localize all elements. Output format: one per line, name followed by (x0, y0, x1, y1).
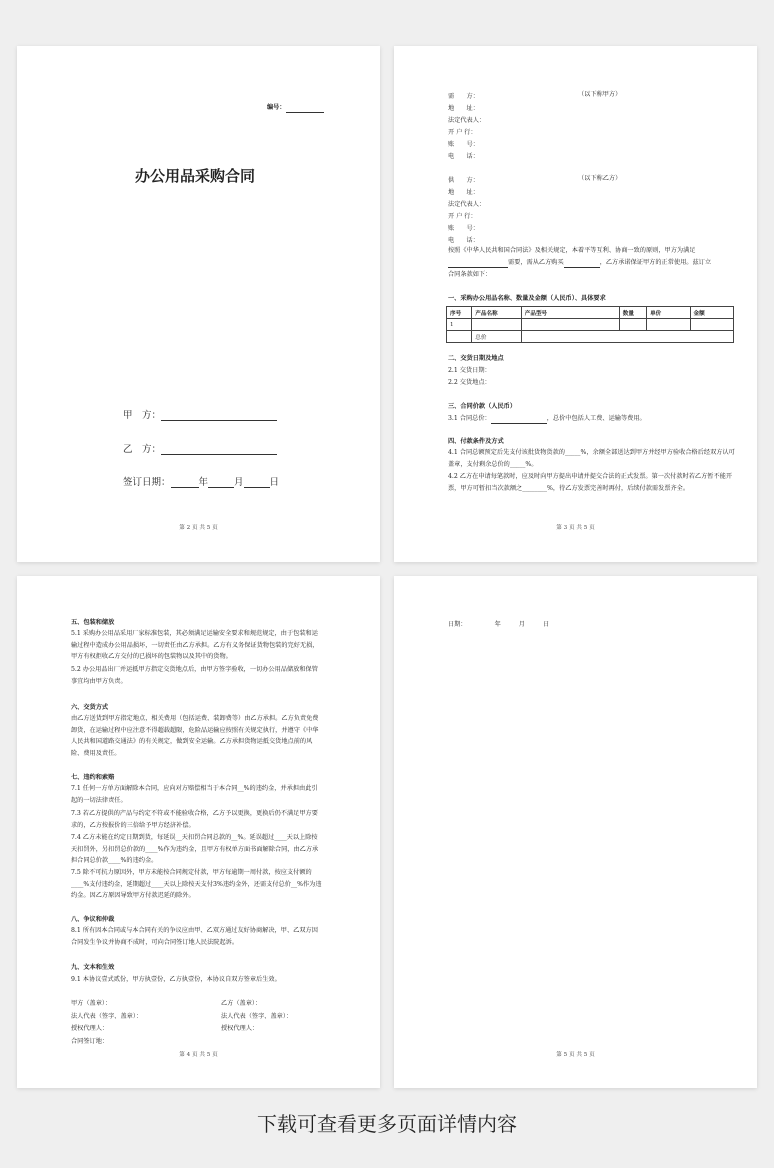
table-cell[interactable] (619, 319, 646, 331)
party-a-label: 甲 方： (123, 410, 162, 421)
section-7-5: 7.5 除不可抗力原因外，甲方未能按合同规定付款，甲方每逾期一周付款，按应支付额的____%支付违约金，延期超过____天以上除按天支付3%违约金外，还需支付总价__%作为违约金。因乙方原因导致甲方付款迟延的除外。 (71, 869, 322, 899)
contract-number (267, 104, 324, 113)
section-7-1: 7.1 任何一方单方面解除本合同，应向对方赔偿相当于本合同__%的违约金，并承担由此引起的一切法律责任。 (71, 785, 318, 804)
items-table (446, 306, 734, 343)
section-8-title: 八、争议和仲裁 (71, 916, 115, 923)
total-cell[interactable] (521, 331, 733, 343)
intro-line-3: 合同条款如下： (448, 271, 492, 278)
page-cover (17, 46, 380, 562)
intro-text: 需要，需从乙方购买 (508, 259, 564, 266)
section-2-title: 二、交货日期及地点 (448, 355, 504, 362)
table-total-row (447, 331, 734, 343)
contract-number-blank[interactable] (286, 105, 324, 113)
table-header: 单价 (647, 307, 690, 319)
table-header: 数量 (619, 307, 646, 319)
sign-date-label: 签订日期： (123, 477, 171, 488)
month-label: 月 (234, 477, 244, 488)
table-header: 产品名称 (472, 307, 522, 319)
party-b-note: （以下称乙方） (578, 175, 622, 182)
party-b-line (123, 441, 277, 455)
section-9-1: 9.1 本协议壹式贰份，甲方执壹份，乙方执壹份，本协议自双方签章后生效。 (71, 976, 281, 983)
page-3 (394, 46, 757, 562)
party-a-line (123, 407, 277, 421)
section-3-title: 三、合同价款（人民币） (448, 403, 517, 410)
field-label: 电 话： (448, 153, 479, 160)
price-label: 3.1 合同总价： (448, 415, 491, 422)
signature-label: 法人代表（签字、盖章）： (71, 1012, 143, 1020)
goods-blank[interactable] (564, 260, 600, 268)
field-label: 需 方： (448, 93, 479, 100)
total-label: 总价 (472, 331, 522, 343)
page-4 (17, 576, 380, 1088)
signature-label: 授权代理人： (71, 1025, 109, 1032)
day-label: 日 (542, 621, 550, 628)
table-header: 序号 (447, 307, 472, 319)
intro-text: ，乙方承诺保证甲方的正常使用。兹订立 (599, 259, 712, 266)
month-label: 月 (518, 621, 525, 628)
party-b-blank[interactable] (161, 444, 277, 455)
field-label: 法定代表人： (448, 117, 486, 124)
intro-line-1: 按照《中华人民共和国合同法》及相关规定，本着平等互利、协商一致的原则，甲方为满足 (448, 247, 696, 254)
intro-line-2 (448, 259, 711, 268)
date-line (448, 621, 549, 630)
page-footer: 第 5 页 共 5 页 (556, 1052, 595, 1058)
party-a-note: （以下称甲方） (578, 91, 622, 98)
payment-4-1: 4.1 合同总额预定后先支付该批货物货款的_____%，余额全部送达到甲方并经甲方验收合格后经双方认可盖章，支付剩余总价的_____%。 (448, 449, 735, 468)
section-1-title: 一、采购办公用品名称、数量及金额（人民币）、具体要求 (448, 295, 606, 302)
table-cell: 1 (447, 319, 472, 331)
price-note: ，总价中包括人工费、运输等费用。 (546, 415, 646, 422)
month-blank[interactable] (208, 477, 234, 488)
table-cell (447, 331, 472, 343)
contract-number-label: 编号： (267, 104, 286, 111)
page-footer: 第 3 页 共 5 页 (556, 525, 595, 531)
sign-date-line (123, 474, 279, 488)
page-footer: 第 2 页 共 5 页 (179, 525, 218, 531)
payment-4-2: 4.2 乙方在申请每笔款时，应及时向甲方提出申请并提交合法的正式发票。第一次付款时若乙方暂不能开票，甲方可暂扣当次款额之________%，待乙方发票完善时再付，后续付款需发票齐全。 (448, 473, 733, 492)
page-footer: 第 4 页 共 5 页 (179, 1052, 218, 1058)
section-7-title: 七、违约和索赔 (71, 774, 115, 781)
table-cell[interactable] (690, 319, 733, 331)
party-a-blank[interactable] (161, 410, 277, 421)
section-4-title: 四、付款条件及方式 (448, 438, 504, 445)
table-cell[interactable] (472, 319, 522, 331)
price-blank[interactable] (491, 416, 547, 424)
table-cell[interactable] (647, 319, 690, 331)
contract-price (448, 415, 646, 424)
table-header-row (447, 307, 734, 319)
party-b-fields (448, 175, 485, 247)
day-blank[interactable] (244, 477, 270, 488)
section-5-1: 5.1 采购办公用品采用厂家标准包装，其必须满足运输安全要求和规范规定，由于包装和运输过程中造成办公用品损坏，一切责任由乙方承担。乙方有义务保证货物包装的完好无损，甲方有权拒收乙方交付的已损坏的包装物以及其中的货物。 (71, 630, 319, 660)
table-header: 金额 (690, 307, 733, 319)
field-label: 法定代表人： (448, 201, 486, 208)
field-label: 开 户 行： (448, 129, 477, 136)
party-a-fields (448, 91, 485, 163)
date-label: 日期： (448, 621, 467, 628)
party-b-label: 乙 方： (123, 444, 162, 455)
table-cell[interactable] (521, 319, 619, 331)
section-7-3: 7.3 若乙方提供的产品与约定不符或不能验收合格，乙方予以更换，更换后仍不满足甲方要求的，乙方按报价的三倍给予甲方经济补偿。 (71, 810, 318, 829)
section-9-title: 九、文本和生效 (71, 964, 115, 971)
download-caption[interactable]: 下载可查看更多页面详情内容 (257, 1112, 517, 1136)
delivery-date: 2.1 交货日期： (448, 367, 491, 374)
section-5-2: 5.2 办公用品出厂并运抵甲方指定交货地点后，由甲方签字验收，一切办公用品储放和保管事宜均由甲方负责。 (71, 666, 318, 685)
need-blank[interactable] (448, 260, 508, 268)
year-label: 年 (198, 477, 209, 488)
section-6-body: 由乙方送货到甲方指定地点，相关费用（包括运费、装卸费等）由乙方承担。乙方负责免费卸货，在运输过程中应注意不得超载超限，危险品运输应按照有关规定执行，并遵守《中华人民共和国道路交通法》的有关规定，做到安全运输。乙方承担货物运抵交货地点前的风险、费用及责任。 (71, 715, 319, 757)
field-label: 地 址： (448, 189, 479, 196)
signature-label: 授权代理人： (221, 1025, 259, 1032)
day-label: 日 (269, 477, 280, 488)
section-8-1: 8.1 所有因本合同或与本合同有关的争议应由甲、乙双方通过友好协商解决，甲、乙双方因合同发生争议并协商不成时，可向合同签订地人民法院起诉。 (71, 927, 318, 946)
signature-label: 乙方（盖章）： (221, 1000, 262, 1007)
page-title: 办公用品采购合同 (135, 167, 256, 185)
field-label: 电 话： (448, 237, 479, 244)
signature-label: 甲方（盖章）： (71, 1000, 112, 1007)
section-7-4: 7.4 乙方未能在约定日期到货，每延误__天扣罚合同总款的__%。延误超过____天以上除按天扣罚外，另扣罚总价款的____%作为违约金，且甲方有权单方面书面解除合同，由乙方承担合同总价款____%的违约金。 (71, 834, 319, 864)
page-5 (394, 576, 757, 1088)
section-5-title: 五、包装和储放 (71, 619, 115, 626)
field-label: 开 户 行： (448, 213, 477, 220)
table-row (447, 319, 734, 331)
field-label: 地 址： (448, 105, 479, 112)
table-header: 产品型号 (521, 307, 619, 319)
party-a-signature (71, 998, 142, 1048)
party-b-signature (221, 998, 292, 1036)
section-6-title: 六、交货方式 (71, 704, 109, 711)
year-label: 年 (494, 621, 501, 628)
signature-label: 合同签订地： (71, 1037, 109, 1045)
field-label: 账 号： (448, 141, 479, 148)
field-label: 供 方： (448, 177, 479, 184)
year-blank[interactable] (171, 477, 199, 488)
delivery-place: 2.2 交货地点： (448, 379, 491, 386)
signature-label: 法人代表（签字、盖章）： (221, 1012, 293, 1020)
field-label: 账 号： (448, 225, 479, 232)
